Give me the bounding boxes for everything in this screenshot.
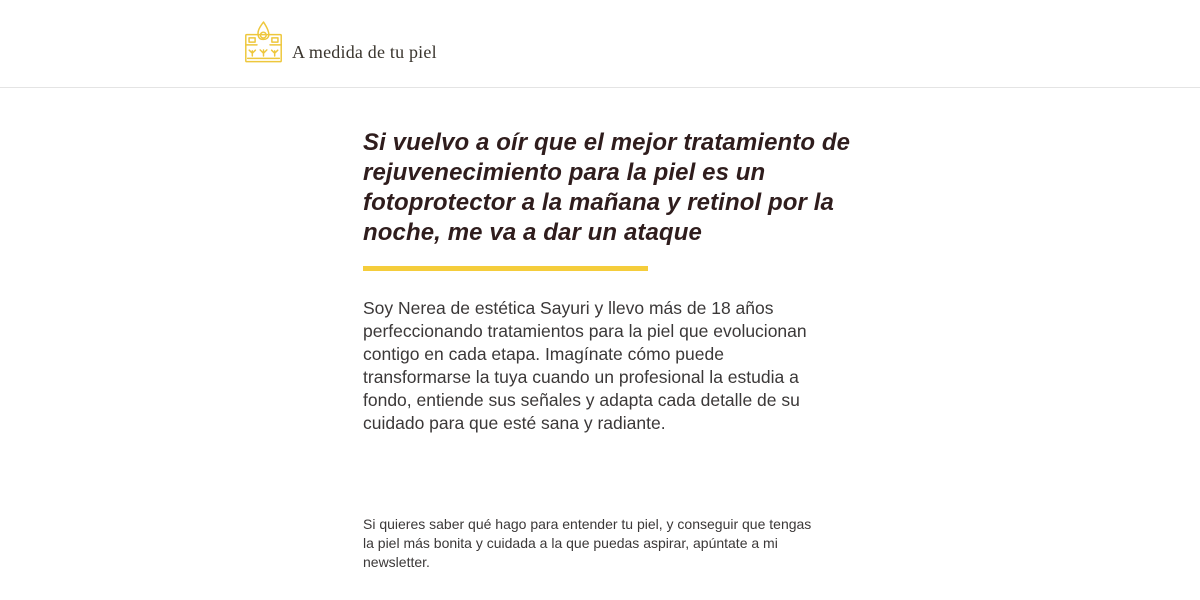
newsletter-paragraph: Si quieres saber qué hago para entender tu piel, y conseguir que tengas la piel más bonita y cuidada a la que puedas aspirar, apúntate a mi newsletter. bbox=[363, 516, 812, 570]
accent-divider bbox=[363, 266, 648, 271]
brand-logo[interactable] bbox=[243, 20, 437, 66]
brand-name: A medida de tu piel bbox=[292, 42, 437, 62]
hero-section bbox=[0, 88, 1200, 599]
botanical-chest-flame-icon bbox=[243, 20, 284, 66]
intro-paragraph: Soy Nerea de estética Sayuri y llevo más de 18 años perfeccionando tratamientos para la piel que evolucionan contigo en cada etapa. Imagínate cómo puede transformarse la tuya cuando un profesional la estudia a fondo, entiende sus señales y adapta cada detalle de su cuidado para que esté sana y radiante. bbox=[363, 298, 807, 433]
site-header bbox=[0, 0, 1200, 88]
page-title: Si vuelvo a oír que el mejor tratamiento de rejuvenecimiento para la piel es un fotoprotector a la mañana y retinol por la noche, me va a dar un ataque bbox=[363, 129, 851, 246]
